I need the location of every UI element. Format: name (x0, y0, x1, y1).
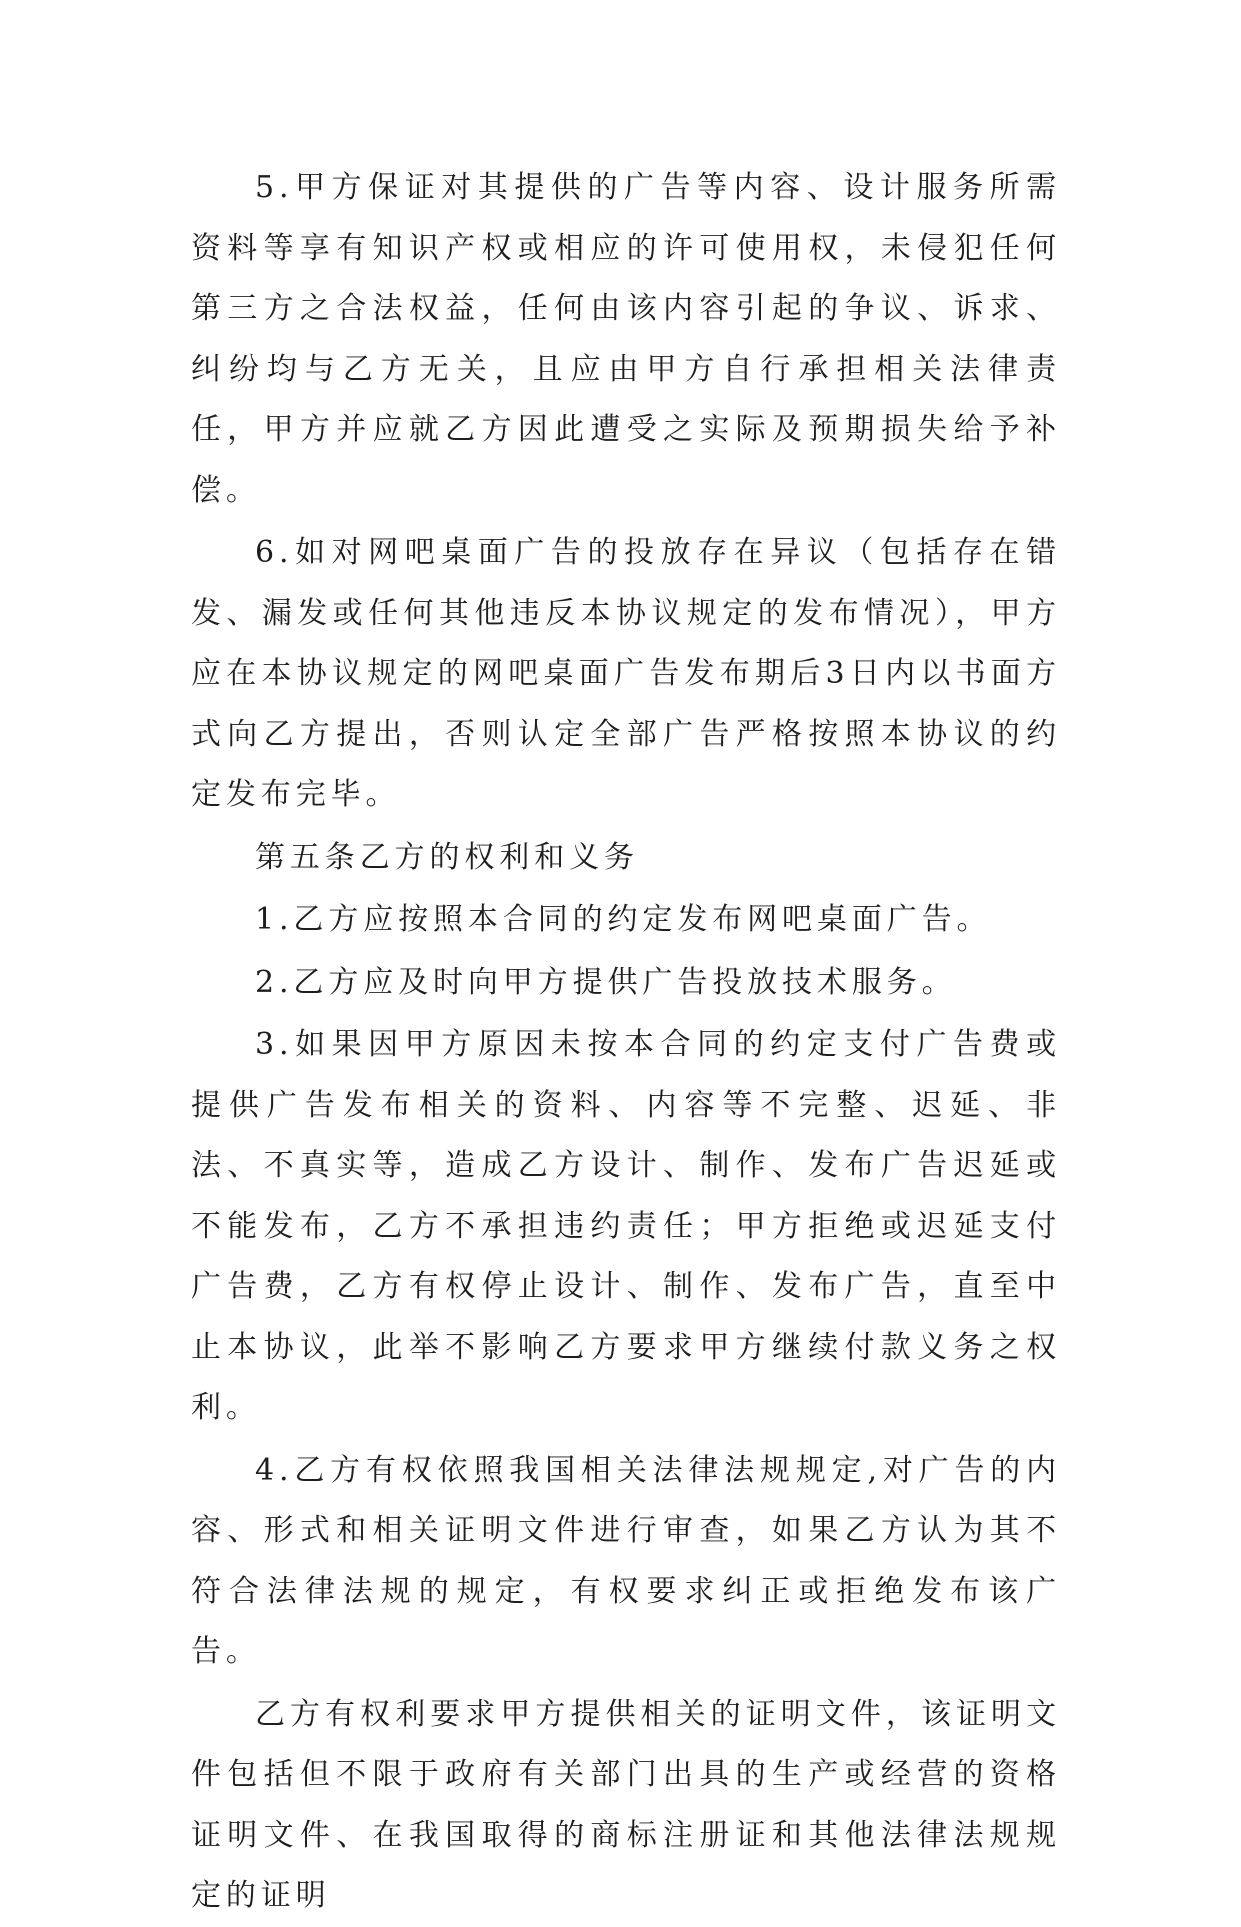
section-heading-article-5: 第五条乙方的权利和义务 (255, 839, 639, 875)
paragraph-party-b-item-3: 3.如果因甲方原因未按本合同的约定支付广告费或提供广告发布相关的资料、内容等不完整、迟延、非法、不真实等，造成乙方设计、制作、发布广告迟延或不能发布，乙方不承担违约责任；甲方拒绝或迟延支付广告费，乙方有权停止设计、制作、发布广告，直至中止本协议，此举不影响乙方要求甲方继续付款义务之权利。 (191, 1027, 1061, 1425)
paragraph-party-b-item-2: 2.乙方应及时向甲方提供广告投放技术服务。 (255, 964, 957, 1000)
paragraph-party-b-item-1: 1.乙方应按照本合同的约定发布网吧桌面广告。 (255, 902, 992, 937)
document-body (191, 158, 1061, 1927)
paragraph-party-b-item-4: 4.乙方有权依照我国相关法律法规规定,对广告的内容、形式和相关证明文件进行审查，如果乙方认为其不符合法律法规的规定，有权要求纠正或拒绝发布该广告。 (191, 1452, 1061, 1669)
paragraph-certification-documents: 乙方有权利要求甲方提供相关的证明文件，该证明文件包括但不限于政府有关部门出具的生产或经营的资格证明文件、在我国取得的商标注册证和其他法律法规规定的证明 (191, 1696, 1061, 1913)
paragraph-clause-5: 5.甲方保证对其提供的广告等内容、设计服务所需资料等享有知识产权或相应的许可使用权，未侵犯任何第三方之合法权益，任何由该内容引起的争议、诉求、纠纷均与乙方无关，且应由甲方自行承担相关法律责任，甲方并应就乙方因此遭受之实际及预期损失给予补偿。 (191, 170, 1061, 508)
paragraph-clause-6: 6.如对网吧桌面广告的投放存在异议（包括存在错发、漏发或任何其他违反本协议规定的发布情况），甲方应在本协议规定的网吧桌面广告发布期后3日内以书面方式向乙方提出，否则认定全部广告严格按照本协议的约定发布完毕。 (191, 535, 1061, 812)
